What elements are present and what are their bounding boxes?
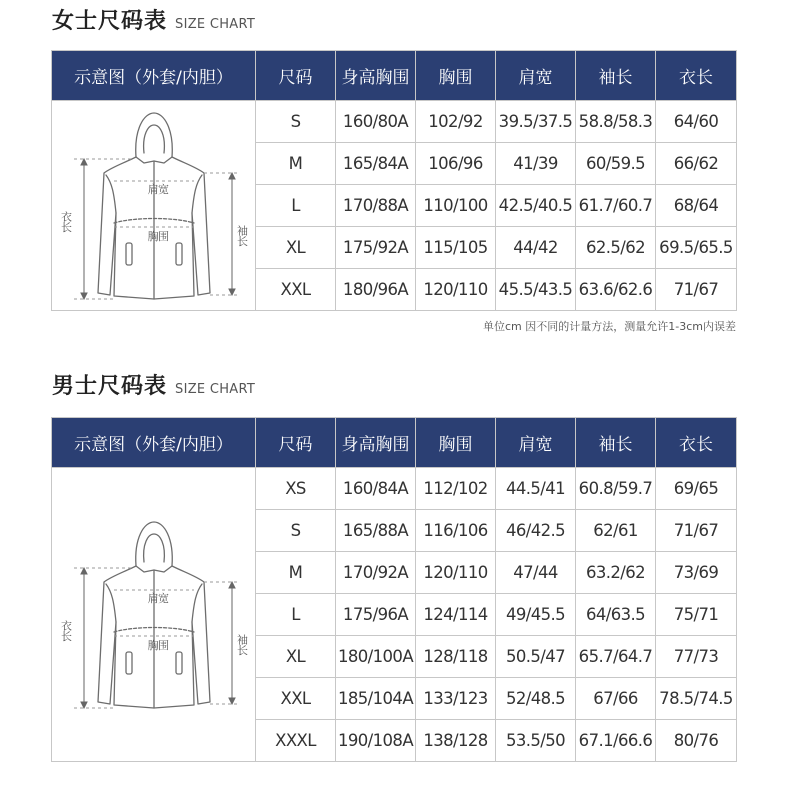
cell-height-chest: 160/80A <box>336 101 416 143</box>
cell-size: M <box>256 552 336 594</box>
cell-sleeve: 62.5/62 <box>576 227 656 269</box>
cell-length: 64/60 <box>656 101 737 143</box>
cell-chest: 112/102 <box>416 468 496 510</box>
women-size-chart-title <box>52 4 255 35</box>
cell-length: 75/71 <box>656 594 737 636</box>
cell-height-chest: 170/92A <box>336 552 416 594</box>
cell-shoulder: 50.5/47 <box>496 636 576 678</box>
women-title-en: SIZE CHART <box>175 17 256 32</box>
header-sleeve: 袖长 <box>576 51 656 101</box>
cell-sleeve: 64/63.5 <box>576 594 656 636</box>
cell-chest: 115/105 <box>416 227 496 269</box>
label-sleeve: 袖长 <box>235 634 248 655</box>
header-chest: 胸围 <box>416 418 496 468</box>
header-shoulder: 肩宽 <box>496 418 576 468</box>
cell-sleeve: 67/66 <box>576 678 656 720</box>
cell-height-chest: 175/96A <box>336 594 416 636</box>
cell-sleeve: 60/59.5 <box>576 143 656 185</box>
cell-sleeve: 63.2/62 <box>576 552 656 594</box>
cell-height-chest: 160/84A <box>336 468 416 510</box>
jacket-diagram <box>54 103 254 308</box>
cell-size: S <box>256 101 336 143</box>
cell-shoulder: 49/45.5 <box>496 594 576 636</box>
cell-size: XL <box>256 227 336 269</box>
label-length: 衣长 <box>59 620 72 641</box>
cell-length: 66/62 <box>656 143 737 185</box>
cell-size: XXL <box>256 269 336 311</box>
men-title-cn: 男士尺码表 <box>52 374 168 399</box>
header-sleeve: 袖长 <box>576 418 656 468</box>
cell-height-chest: 175/92A <box>336 227 416 269</box>
header-length: 衣长 <box>656 418 737 468</box>
cell-shoulder: 47/44 <box>496 552 576 594</box>
cell-shoulder: 39.5/37.5 <box>496 101 576 143</box>
cell-sleeve: 67.1/66.6 <box>576 720 656 762</box>
cell-length: 77/73 <box>656 636 737 678</box>
cell-shoulder: 52/48.5 <box>496 678 576 720</box>
cell-height-chest: 185/104A <box>336 678 416 720</box>
cell-chest: 110/100 <box>416 185 496 227</box>
measurement-note: 单位cm 因不同的计量方法，测量允许1-3cm内误差 <box>483 320 736 333</box>
cell-shoulder: 42.5/40.5 <box>496 185 576 227</box>
cell-sleeve: 62/61 <box>576 510 656 552</box>
cell-shoulder: 41/39 <box>496 143 576 185</box>
jacket-diagram-cell <box>52 468 256 762</box>
cell-shoulder: 45.5/43.5 <box>496 269 576 311</box>
cell-chest: 120/110 <box>416 552 496 594</box>
cell-chest: 138/128 <box>416 720 496 762</box>
header-diagram: 示意图（外套/内胆） <box>52 418 256 468</box>
cell-sleeve: 63.6/62.6 <box>576 269 656 311</box>
header-height-chest: 身高胸围 <box>336 418 416 468</box>
cell-height-chest: 165/84A <box>336 143 416 185</box>
cell-length: 73/69 <box>656 552 737 594</box>
cell-length: 78.5/74.5 <box>656 678 737 720</box>
cell-height-chest: 165/88A <box>336 510 416 552</box>
header-diagram: 示意图（外套/内胆） <box>52 51 256 101</box>
men-size-table <box>51 417 737 762</box>
cell-size: L <box>256 185 336 227</box>
cell-chest: 133/123 <box>416 678 496 720</box>
cell-size: XS <box>256 468 336 510</box>
women-header-row <box>52 51 737 101</box>
cell-size: XXL <box>256 678 336 720</box>
label-shoulder: 肩宽 <box>147 183 168 196</box>
cell-chest: 124/114 <box>416 594 496 636</box>
cell-size: XXXL <box>256 720 336 762</box>
label-sleeve: 袖长 <box>235 225 248 246</box>
jacket-diagram <box>54 512 254 717</box>
cell-chest: 116/106 <box>416 510 496 552</box>
cell-size: M <box>256 143 336 185</box>
header-height-chest: 身高胸围 <box>336 51 416 101</box>
women-size-table <box>51 50 737 311</box>
header-size: 尺码 <box>256 51 336 101</box>
cell-size: XL <box>256 636 336 678</box>
cell-length: 80/76 <box>656 720 737 762</box>
cell-size: S <box>256 510 336 552</box>
header-shoulder: 肩宽 <box>496 51 576 101</box>
cell-length: 68/64 <box>656 185 737 227</box>
label-chest: 胸围 <box>147 639 168 652</box>
table-row <box>52 101 737 143</box>
header-chest: 胸围 <box>416 51 496 101</box>
cell-height-chest: 180/100A <box>336 636 416 678</box>
cell-chest: 102/92 <box>416 101 496 143</box>
women-title-cn: 女士尺码表 <box>52 9 168 34</box>
label-shoulder: 肩宽 <box>147 592 168 605</box>
cell-height-chest: 170/88A <box>336 185 416 227</box>
cell-sleeve: 58.8/58.3 <box>576 101 656 143</box>
cell-sleeve: 61.7/60.7 <box>576 185 656 227</box>
cell-height-chest: 180/96A <box>336 269 416 311</box>
cell-sleeve: 65.7/64.7 <box>576 636 656 678</box>
header-length: 衣长 <box>656 51 737 101</box>
cell-size: L <box>256 594 336 636</box>
cell-length: 69/65 <box>656 468 737 510</box>
label-length: 衣长 <box>59 211 72 232</box>
cell-height-chest: 190/108A <box>336 720 416 762</box>
cell-shoulder: 53.5/50 <box>496 720 576 762</box>
cell-sleeve: 60.8/59.7 <box>576 468 656 510</box>
cell-chest: 106/96 <box>416 143 496 185</box>
cell-shoulder: 44/42 <box>496 227 576 269</box>
cell-shoulder: 46/42.5 <box>496 510 576 552</box>
table-row <box>52 468 737 510</box>
header-size: 尺码 <box>256 418 336 468</box>
cell-length: 69.5/65.5 <box>656 227 737 269</box>
cell-length: 71/67 <box>656 510 737 552</box>
men-title-en: SIZE CHART <box>175 382 256 397</box>
men-size-chart-title <box>52 369 255 400</box>
jacket-diagram-cell <box>52 101 256 311</box>
men-header-row <box>52 418 737 468</box>
label-chest: 胸围 <box>147 230 168 243</box>
cell-shoulder: 44.5/41 <box>496 468 576 510</box>
cell-length: 71/67 <box>656 269 737 311</box>
cell-chest: 128/118 <box>416 636 496 678</box>
cell-chest: 120/110 <box>416 269 496 311</box>
